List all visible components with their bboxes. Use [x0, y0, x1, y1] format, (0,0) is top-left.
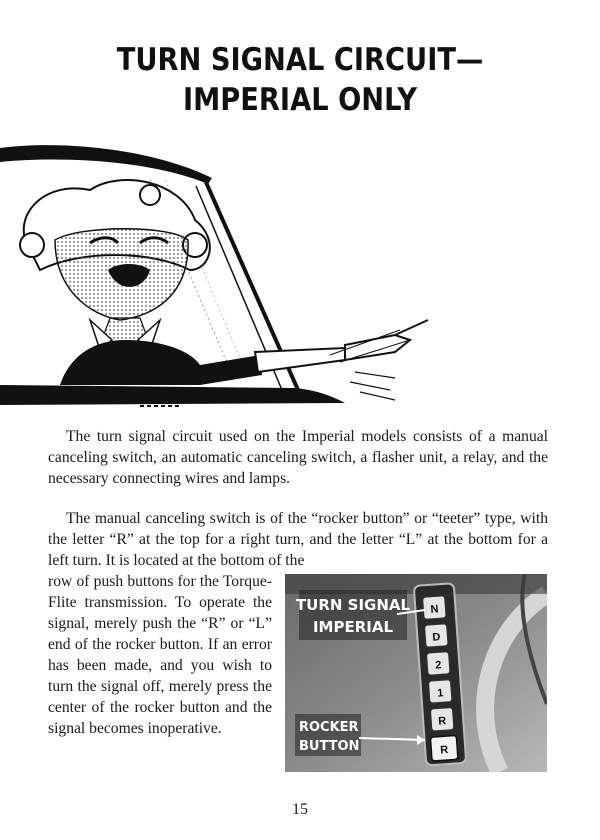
turn-signal-button-photo — [285, 574, 547, 772]
button-letter: D — [432, 631, 441, 644]
woman-body — [60, 340, 262, 385]
photo-label-button: BUTTON — [299, 739, 360, 754]
title-line-1: TURN SIGNAL CIRCUIT— — [116, 42, 484, 78]
paragraph-operation: row of push buttons for the Torque-Flite transmission. To operate the signal, merely push the “R” or “L” end of the rocker button. If an error has been made, and you wish to turn the signal off, merely press the center of the rocker button and the signal becomes inoperative. — [48, 573, 272, 737]
page-number: 15 — [292, 801, 308, 818]
woman-arm — [255, 348, 345, 372]
photo-label-imperial: IMPERIAL — [312, 618, 394, 636]
button-letter: 2 — [434, 659, 442, 672]
button-letter: R — [437, 715, 447, 728]
photo-label-rocker: ROCKER — [299, 720, 359, 735]
button-letter: 1 — [436, 687, 444, 700]
paragraph-circuit-description: The turn signal circuit used on the Imperial models consists of a manual canceling switch, an automatic canceling switch, a flasher unit, a relay, and the necessary connecting wires and lamps. — [48, 428, 548, 487]
paragraph-manual-switch: The manual canceling switch is of the “rocker button” or “teeter” type, with the letter “R” at the top for a right turn, and the letter “L” at the bottom for a left turn. It is located at the bottom of the — [48, 510, 548, 569]
page-title — [36, 40, 564, 120]
car-door-sill — [0, 385, 345, 405]
car-roof — [0, 145, 212, 184]
button-letter: N — [430, 603, 439, 616]
title-line-2: IMPERIAL ONLY — [183, 82, 417, 118]
rocker-letter: R — [439, 743, 449, 757]
driver-hand-signal-illustration — [0, 140, 600, 415]
photo-label-turn-signal: TURN SIGNAL — [295, 596, 411, 614]
